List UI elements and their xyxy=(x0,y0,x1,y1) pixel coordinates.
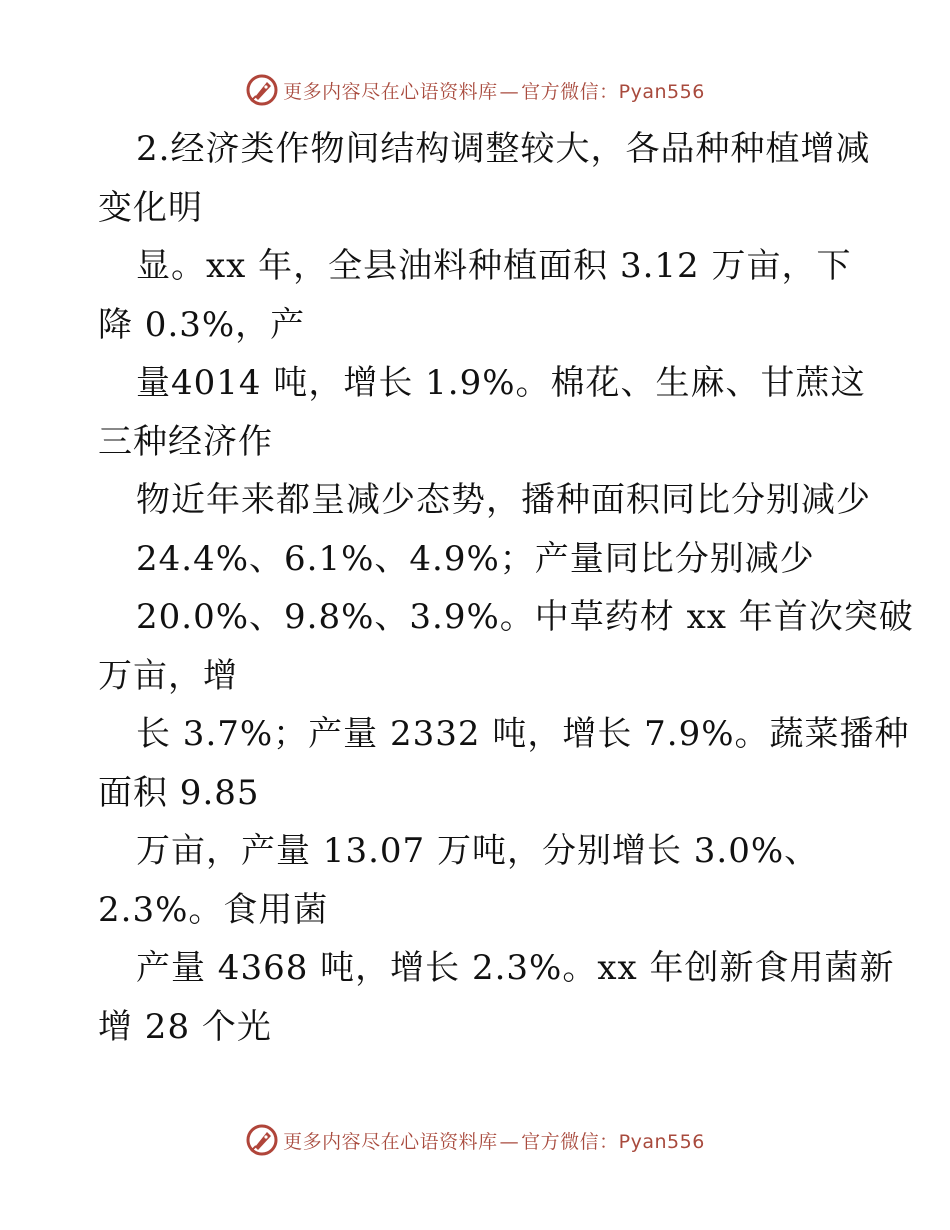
paragraph-line: 物近年来都呈减少态势，播种面积同比分别减少 xyxy=(136,480,871,520)
footer-banner xyxy=(0,1120,950,1160)
paragraph-line: 万亩，增 xyxy=(98,655,238,696)
paragraph-line: 产量 4368 吨，增长 2.3%。xx 年创新食用菌新 xyxy=(136,948,895,988)
paragraph-line: 面积 9.85 xyxy=(98,772,260,813)
header-banner xyxy=(0,70,950,110)
paragraph-line: 2.经济类作物间结构调整较大，各品种种植增减 xyxy=(136,129,871,169)
banner-text: 更多内容尽在心语资料库 — 官方微信：Pyan556 xyxy=(283,1130,705,1153)
pen-nib-logo-icon xyxy=(245,73,279,107)
pen-nib-logo-icon xyxy=(245,1123,279,1157)
wechat-contact: 官方微信：Pyan556 xyxy=(521,1130,705,1153)
paragraph-line: 增 28 个光 xyxy=(98,1006,272,1047)
paragraph-line: 三种经济作 xyxy=(98,421,273,462)
paragraph-line: 20.0%、9.8%、3.9%。中草药材 xx 年首次突破 xyxy=(136,597,914,637)
paragraph-line: 长 3.7%；产量 2332 吨，增长 7.9%。蔬菜播种 xyxy=(136,714,910,754)
paragraph-line: 变化明 xyxy=(98,187,203,228)
paragraph-line: 万亩，产量 13.07 万吨，分别增长 3.0%、 xyxy=(136,831,820,871)
paragraph-line: 显。xx 年，全县油料种植面积 3.12 万亩，下 xyxy=(136,246,852,286)
banner-text: 更多内容尽在心语资料库 — 官方微信：Pyan556 xyxy=(283,80,705,103)
wechat-contact: 官方微信：Pyan556 xyxy=(521,80,705,103)
paragraph-line: 24.4%、6.1%、4.9%；产量同比分别减少 xyxy=(136,538,815,579)
paragraph-line: 量4014 吨，增长 1.9%。棉花、生麻、甘蔗这 xyxy=(136,363,866,403)
paragraph-line: 降 0.3%，产 xyxy=(98,304,306,345)
paragraph-line: 2.3%。食用菌 xyxy=(98,889,329,930)
document-body xyxy=(98,120,914,1056)
